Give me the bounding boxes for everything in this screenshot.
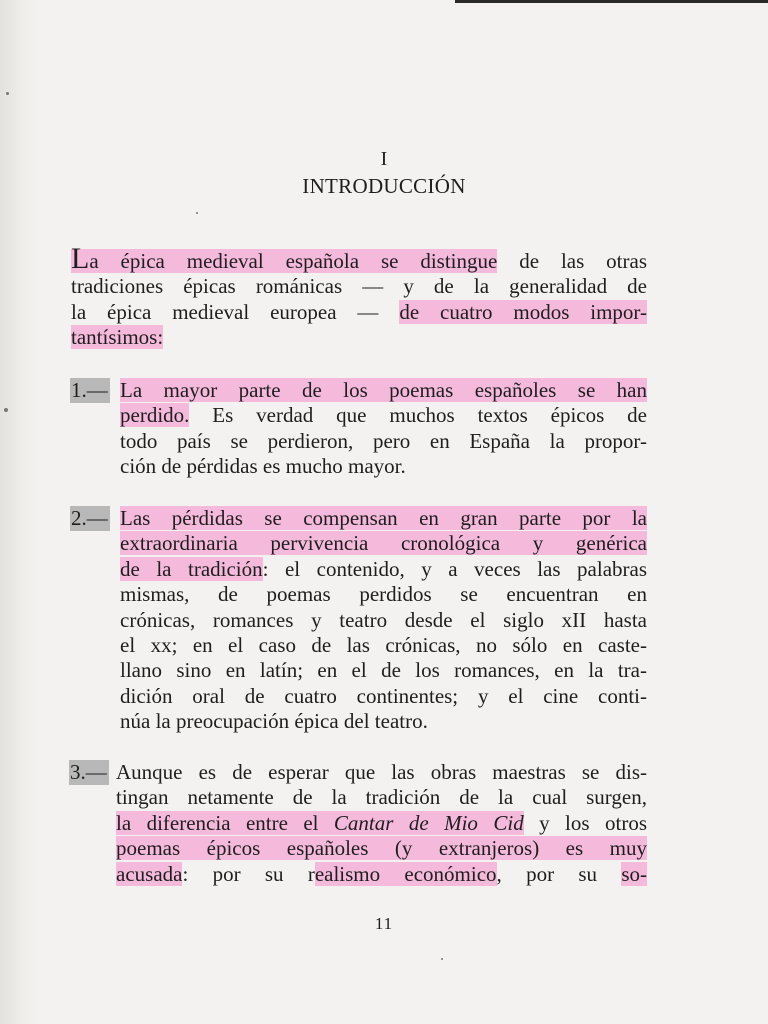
text-run: de las otras: [497, 249, 647, 273]
highlight: tantísimos:: [71, 325, 164, 350]
scan-speck: [196, 212, 198, 214]
item-3-paragraph: [116, 760, 647, 887]
text-line: llano sino en latín; en el de los romances, en la tra-: [120, 658, 647, 683]
scan-speck: [4, 408, 8, 412]
text-line: crónicas, romances y teatro desde el siglo xII hasta: [120, 607, 647, 632]
text-line: [120, 403, 647, 428]
text-line: [120, 531, 647, 556]
text-run: a épica medieval española se distingue: [89, 249, 498, 273]
highlight: [116, 811, 524, 835]
drop-cap: L: [71, 242, 90, 275]
scan-top-mark: [455, 0, 768, 3]
scan-speck: [6, 92, 9, 95]
text-run: Es verdad que muchos textos épicos de: [189, 403, 647, 428]
text-line: [120, 506, 647, 531]
item-number: 3.—: [70, 760, 107, 784]
text-line: [116, 836, 647, 861]
highlight: [71, 242, 498, 275]
highlight: ealismo económico: [314, 861, 497, 886]
text-line: tingan netamente de la tradición de la cual surgen,: [116, 785, 647, 810]
item-number: 1.—: [71, 378, 108, 402]
text-line: [71, 242, 647, 275]
text-run: la épica medieval europea —: [71, 299, 400, 324]
chapter-title: INTRODUCCIÓN: [302, 174, 466, 198]
scan-speck: [441, 958, 443, 960]
text-run: y los otros: [523, 810, 647, 835]
highlight: Las pérdidas se compensan en gran parte por la: [120, 506, 647, 530]
intro-paragraph: [71, 242, 647, 351]
text-run: : por su r: [182, 861, 315, 886]
highlight: so-: [621, 861, 647, 886]
text-line: todo país se perdieron, pero en España la propor-: [120, 428, 647, 453]
text-line: [120, 378, 647, 403]
highlight: extraordinaria pervivencia cronológica y genérica: [120, 531, 647, 556]
chapter-number: I: [380, 148, 388, 170]
highlight: de cuatro modos impor-: [399, 299, 647, 324]
text-line: núa la preocupación épica del teatro.: [120, 709, 428, 734]
text-line: [71, 300, 647, 325]
highlight: poemas épicos españoles (y extranjeros) es muy: [116, 836, 647, 861]
text-line: Aunque es de esperar que las obras maestras se dis-: [116, 760, 647, 784]
highlight: perdido.: [120, 403, 190, 428]
text-line: [71, 325, 647, 350]
page-number: 11: [374, 914, 394, 933]
text-line: [116, 811, 647, 836]
text-run: , por su: [496, 861, 622, 886]
item-number: 2.—: [71, 506, 108, 530]
text-line: el xx; en el caso de las crónicas, no sólo en caste-: [120, 633, 647, 658]
text-line: tradiciones épicas románicas — y de la generalidad de: [71, 274, 647, 299]
text-line: mismas, de poemas perdidos se encuentran en: [120, 582, 647, 607]
text-line: ción de pérdidas es mucho mayor.: [120, 454, 406, 479]
text-run: : el contenido, y a veces las palabras: [262, 556, 647, 581]
highlight: acusada: [116, 861, 183, 886]
item-2-paragraph: [120, 506, 647, 735]
italic-title: Cantar de Mio Cid: [333, 810, 524, 835]
text-line: [116, 862, 647, 887]
text-run: la diferencia entre el: [116, 810, 334, 835]
text-line: [120, 557, 647, 582]
highlight: La mayor parte de los poemas españoles se han: [120, 378, 647, 402]
text-line: dición oral de cuatro continentes; y el cine conti-: [120, 683, 647, 708]
highlight: de la tradición: [120, 556, 263, 581]
item-1-paragraph: [120, 378, 647, 480]
